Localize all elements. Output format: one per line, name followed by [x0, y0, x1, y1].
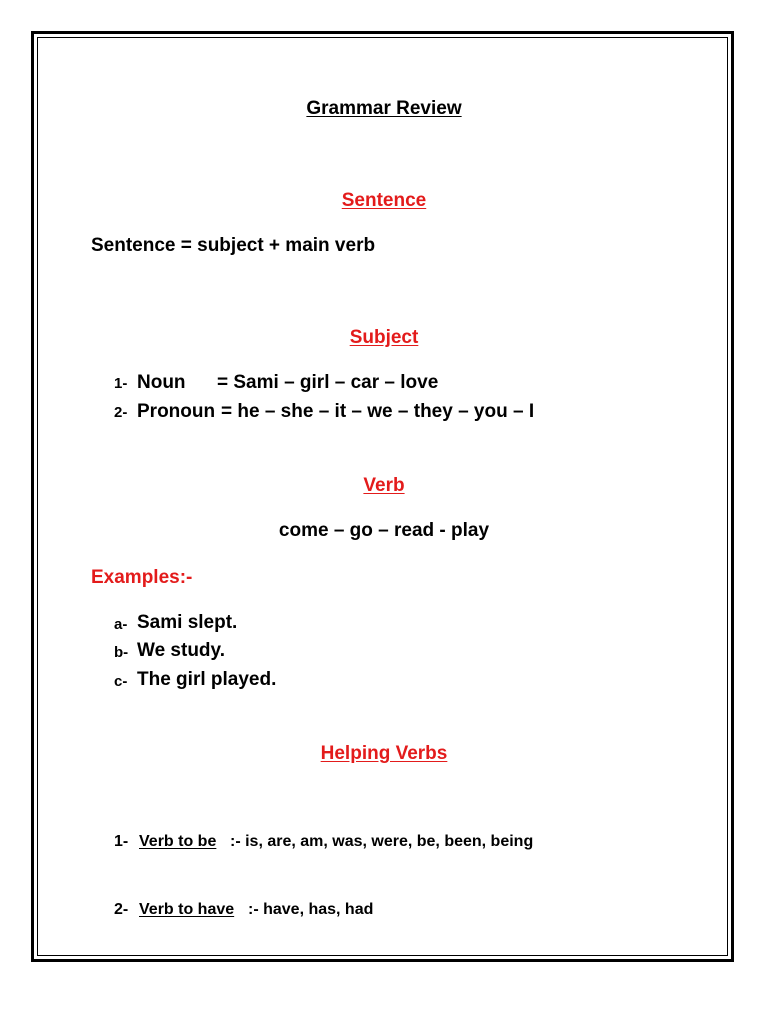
item-value: :- have, has, had: [248, 901, 374, 918]
item-text: The girl played.: [137, 669, 277, 690]
item-marker: 1-: [114, 375, 128, 392]
item-marker: 2-: [114, 901, 129, 918]
item-term: Noun: [137, 372, 186, 393]
helping-verbs-heading: Helping Verbs: [320, 743, 448, 764]
item-value: = he – she – it – we – they – you – I: [221, 401, 535, 422]
verb-heading: Verb: [363, 475, 405, 496]
item-text: We study.: [137, 640, 225, 661]
sentence-heading: Sentence: [341, 190, 427, 211]
item-marker: 2-: [114, 404, 128, 421]
item-value: = Sami – girl – car – love: [217, 372, 439, 393]
item-term: Verb to have: [139, 901, 235, 918]
item-value: :- is, are, am, was, were, be, been, being: [230, 833, 534, 850]
item-text: Sami slept.: [137, 612, 238, 633]
sentence-formula: Sentence = subject + main verb: [91, 235, 376, 256]
item-marker: a-: [114, 616, 128, 633]
item-marker: c-: [114, 673, 128, 690]
item-marker: 1-: [114, 833, 129, 850]
item-term: Verb to be: [139, 833, 217, 850]
examples-heading: Examples:-: [91, 567, 193, 588]
item-marker: b-: [114, 644, 129, 661]
page-border-inner: [37, 37, 728, 956]
subject-heading: Subject: [349, 327, 419, 348]
item-term: Pronoun: [137, 401, 216, 422]
document-title: Grammar Review: [306, 98, 462, 119]
verb-examples: come – go – read - play: [278, 520, 490, 541]
